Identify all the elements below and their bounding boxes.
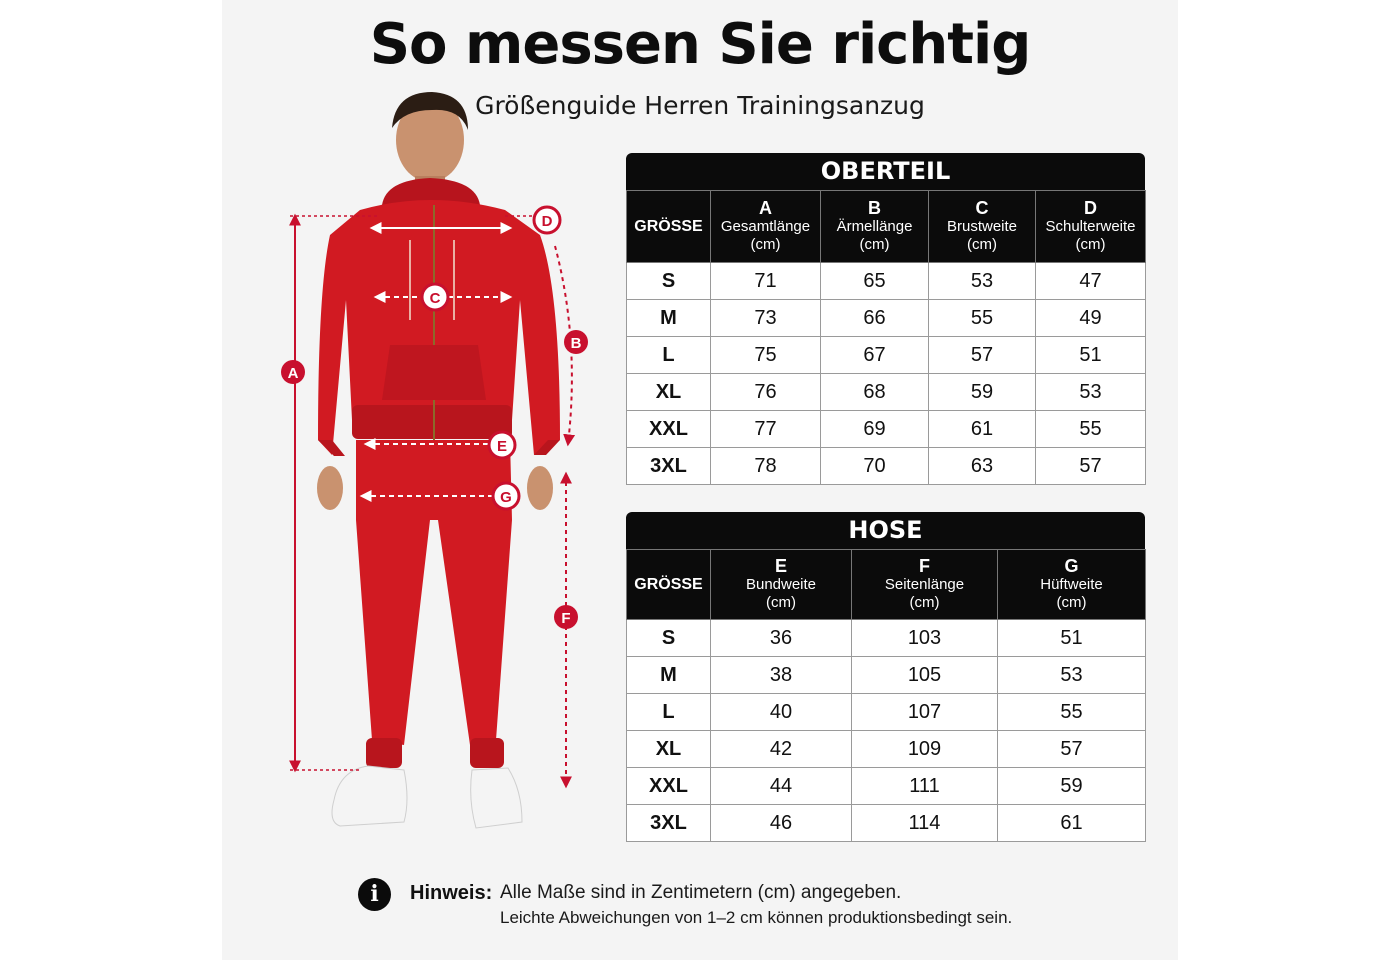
page-title: So messen Sie richtig <box>369 12 1031 77</box>
value-cell: 44 <box>711 768 852 805</box>
size-cell: L <box>627 694 711 731</box>
value-cell: 49 <box>1036 300 1146 337</box>
size-cell: 3XL <box>627 448 711 485</box>
size-cell: S <box>627 620 711 657</box>
value-cell: 105 <box>852 657 998 694</box>
table-row <box>627 805 1146 842</box>
svg-text:C: C <box>429 290 441 307</box>
table-row <box>627 620 1146 657</box>
value-cell: 53 <box>998 657 1146 694</box>
size-column-header: GRÖSSE <box>627 550 711 620</box>
hoodie-pocket <box>382 345 486 400</box>
value-cell: 66 <box>821 300 929 337</box>
value-cell: 68 <box>821 374 929 411</box>
value-cell: 77 <box>711 411 821 448</box>
value-cell: 55 <box>929 300 1036 337</box>
marker-e <box>489 432 515 458</box>
marker-d <box>534 207 560 233</box>
svg-text:F: F <box>561 610 571 627</box>
pants <box>356 440 512 745</box>
table-row <box>627 768 1146 805</box>
size-cell: XL <box>627 374 711 411</box>
svg-text:D: D <box>541 213 553 230</box>
value-cell: 55 <box>1036 411 1146 448</box>
table-row <box>627 263 1146 300</box>
size-cell: 3XL <box>627 805 711 842</box>
value-cell: 59 <box>998 768 1146 805</box>
column-header-f: F Seitenlänge (cm) <box>852 550 998 620</box>
value-cell: 55 <box>998 694 1146 731</box>
table-row <box>627 374 1146 411</box>
svg-text:E: E <box>496 438 508 455</box>
shoe-right <box>471 768 522 828</box>
value-cell: 114 <box>852 805 998 842</box>
value-cell: 65 <box>821 263 929 300</box>
table-row <box>627 300 1146 337</box>
column-header-b: B Ärmellänge (cm) <box>821 191 929 263</box>
marker-a <box>281 360 305 384</box>
hint-label: Hinweis: <box>410 882 493 904</box>
value-cell: 61 <box>929 411 1036 448</box>
page-subtitle: Größenguide Herren Trainingsanzug <box>475 91 925 120</box>
value-cell: 69 <box>821 411 929 448</box>
marker-g <box>493 483 519 509</box>
value-cell: 71 <box>711 263 821 300</box>
value-cell: 63 <box>929 448 1036 485</box>
value-cell: 107 <box>852 694 998 731</box>
size-cell: L <box>627 337 711 374</box>
value-cell: 75 <box>711 337 821 374</box>
size-cell: S <box>627 263 711 300</box>
value-cell: 57 <box>998 731 1146 768</box>
hose-table <box>626 512 1145 842</box>
value-cell: 42 <box>711 731 852 768</box>
info-icon: i <box>358 878 391 911</box>
value-cell: 47 <box>1036 263 1146 300</box>
model-figure <box>270 85 610 845</box>
column-header-c: C Brustweite (cm) <box>929 191 1036 263</box>
size-cell: M <box>627 300 711 337</box>
value-cell: 103 <box>852 620 998 657</box>
size-cell: M <box>627 657 711 694</box>
value-cell: 46 <box>711 805 852 842</box>
table-row <box>627 694 1146 731</box>
table-row <box>627 448 1146 485</box>
value-cell: 61 <box>998 805 1146 842</box>
size-cell: XXL <box>627 411 711 448</box>
size-column-header: GRÖSSE <box>627 191 711 263</box>
table-row <box>627 731 1146 768</box>
value-cell: 76 <box>711 374 821 411</box>
value-cell: 67 <box>821 337 929 374</box>
size-cell: XL <box>627 731 711 768</box>
hose-title: HOSE <box>626 512 1145 549</box>
value-cell: 111 <box>852 768 998 805</box>
marker-b <box>564 330 588 354</box>
column-header-e: E Bundweite (cm) <box>711 550 852 620</box>
oberteil-title: OBERTEIL <box>626 153 1145 190</box>
value-cell: 73 <box>711 300 821 337</box>
marker-f <box>554 605 578 629</box>
hint-text-line1: Alle Maße sind in Zentimetern (cm) angegeben. <box>500 882 902 903</box>
value-cell: 51 <box>1036 337 1146 374</box>
hint-text-line2: Leichte Abweichungen von 1–2 cm können produktionsbedingt sein. <box>500 908 1013 927</box>
table-row <box>627 337 1146 374</box>
value-cell: 40 <box>711 694 852 731</box>
column-header-a: A Gesamtlänge (cm) <box>711 191 821 263</box>
svg-text:A: A <box>287 365 299 382</box>
value-cell: 78 <box>711 448 821 485</box>
size-cell: XXL <box>627 768 711 805</box>
hint-note <box>358 876 1118 936</box>
table-row <box>627 657 1146 694</box>
value-cell: 57 <box>1036 448 1146 485</box>
column-header-d: D Schulterweite (cm) <box>1036 191 1146 263</box>
value-cell: 53 <box>929 263 1036 300</box>
hoodie-waistband <box>352 405 512 439</box>
table-row <box>627 411 1146 448</box>
value-cell: 51 <box>998 620 1146 657</box>
oberteil-table <box>626 153 1145 485</box>
shoe-left <box>332 766 407 826</box>
value-cell: 109 <box>852 731 998 768</box>
value-cell: 59 <box>929 374 1036 411</box>
column-header-g: G Hüftweite (cm) <box>998 550 1146 620</box>
value-cell: 36 <box>711 620 852 657</box>
marker-c <box>422 284 448 310</box>
value-cell: 53 <box>1036 374 1146 411</box>
value-cell: 70 <box>821 448 929 485</box>
value-cell: 57 <box>929 337 1036 374</box>
svg-text:B: B <box>570 335 582 352</box>
svg-text:G: G <box>500 489 512 506</box>
value-cell: 38 <box>711 657 852 694</box>
